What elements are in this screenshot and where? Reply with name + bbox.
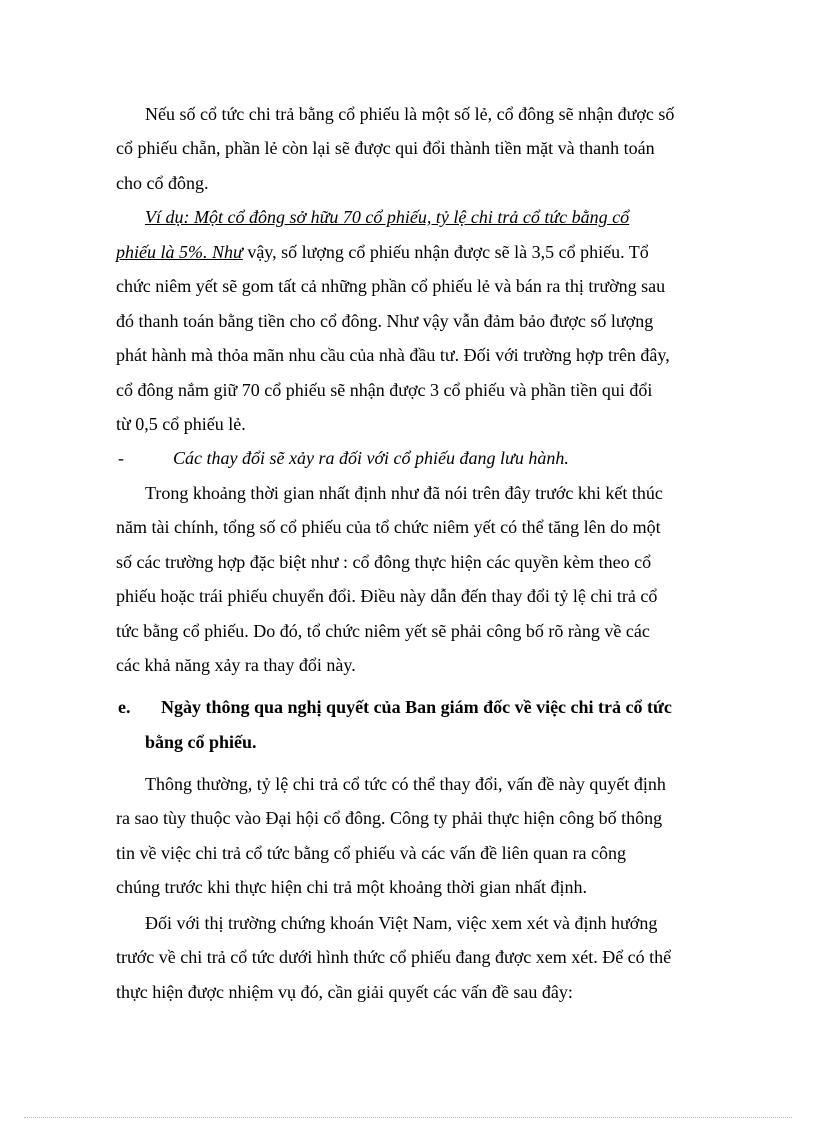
paragraph-line: phát hành mà thỏa mãn nhu cầu của nhà đầu tư. Đối với trường hợp trên đây,	[116, 345, 670, 365]
paragraph-line: các khả năng xảy ra thay đổi này.	[116, 655, 356, 675]
section-heading: Ngày thông qua nghị quyết của Ban giám đốc về việc chi trả cổ tức	[161, 697, 672, 717]
page-bottom-rule	[24, 1117, 792, 1118]
paragraph-line: ra sao tùy thuộc vào Đại hội cổ đông. Công ty phải thực hiện công bố thông	[116, 808, 663, 828]
paragraph-line: đó thanh toán bằng tiền cho cổ đông. Như vậy vẫn đảm bảo được số lượng	[116, 311, 654, 331]
paragraph-line: thực hiện được nhiệm vụ đó, cần giải quyết các vấn đề sau đây:	[116, 982, 573, 1002]
paragraph-line: từ 0,5 cổ phiếu lẻ.	[116, 414, 246, 434]
example-normal-fragment: vậy, số lượng cổ phiếu nhận được sẽ là 3,5 cổ phiếu. Tổ	[242, 242, 649, 262]
section-heading-number: e.	[118, 697, 131, 717]
example-italic-fragment: phiếu là 5%. Như	[116, 242, 243, 262]
paragraph-line: Thông thường, tỷ lệ chi trả cổ tức có thể thay đổi, vấn đề này quyết định	[145, 774, 666, 794]
bullet-dash: -	[118, 448, 124, 468]
paragraph-line: chúng trước khi thực hiện chi trả một khoảng thời gian nhất định.	[116, 877, 587, 897]
paragraph-line: chức niêm yết sẽ gom tất cả những phần cổ phiếu lẻ và bán ra thị trường sau	[116, 276, 666, 296]
paragraph-line: tức bằng cổ phiếu. Do đó, tổ chức niêm yết sẽ phải công bố rõ ràng về các	[116, 621, 650, 641]
section-heading: bằng cổ phiếu.	[145, 732, 257, 752]
paragraph-line: số các trường hợp đặc biệt như : cổ đông thực hiện các quyền kèm theo cổ	[116, 552, 652, 572]
paragraph-line: phiếu hoặc trái phiếu chuyển đổi. Điều này dẫn đến thay đổi tỷ lệ chi trả cổ	[116, 586, 658, 606]
example-line: Ví dụ: Một cổ đông sở hữu 70 cổ phiếu, tỷ lệ chi trả cổ tức bằng cổ	[145, 207, 630, 227]
example-line	[116, 240, 649, 264]
paragraph-line: cổ phiếu chẵn, phần lẻ còn lại sẽ được qui đổi thành tiền mặt và thanh toán	[116, 138, 655, 158]
paragraph-line: trước về chi trả cổ tức dưới hình thức cổ phiếu đang được xem xét. Để có thể	[116, 947, 672, 967]
paragraph-line: Đối với thị trường chứng khoán Việt Nam, việc xem xét và định hướng	[145, 913, 658, 933]
paragraph-line: cổ đông nắm giữ 70 cổ phiếu sẽ nhận được 3 cổ phiếu và phần tiền qui đổi	[116, 380, 653, 400]
bullet-text: Các thay đổi sẽ xảy ra đối với cổ phiếu đang lưu hành.	[173, 448, 569, 468]
paragraph-line: cho cổ đông.	[116, 173, 209, 193]
paragraph-line: Trong khoảng thời gian nhất định như đã nói trên đây trước khi kết thúc	[145, 483, 663, 503]
paragraph-line: năm tài chính, tổng số cổ phiếu của tổ chức niêm yết có thể tăng lên do một	[116, 517, 661, 537]
paragraph-line: Nếu số cổ tức chi trả bằng cổ phiếu là một số lẻ, cổ đông sẽ nhận được số	[145, 104, 675, 124]
paragraph-line: tin về việc chi trả cổ tức bằng cổ phiếu và các vấn đề liên quan ra công	[116, 843, 627, 863]
